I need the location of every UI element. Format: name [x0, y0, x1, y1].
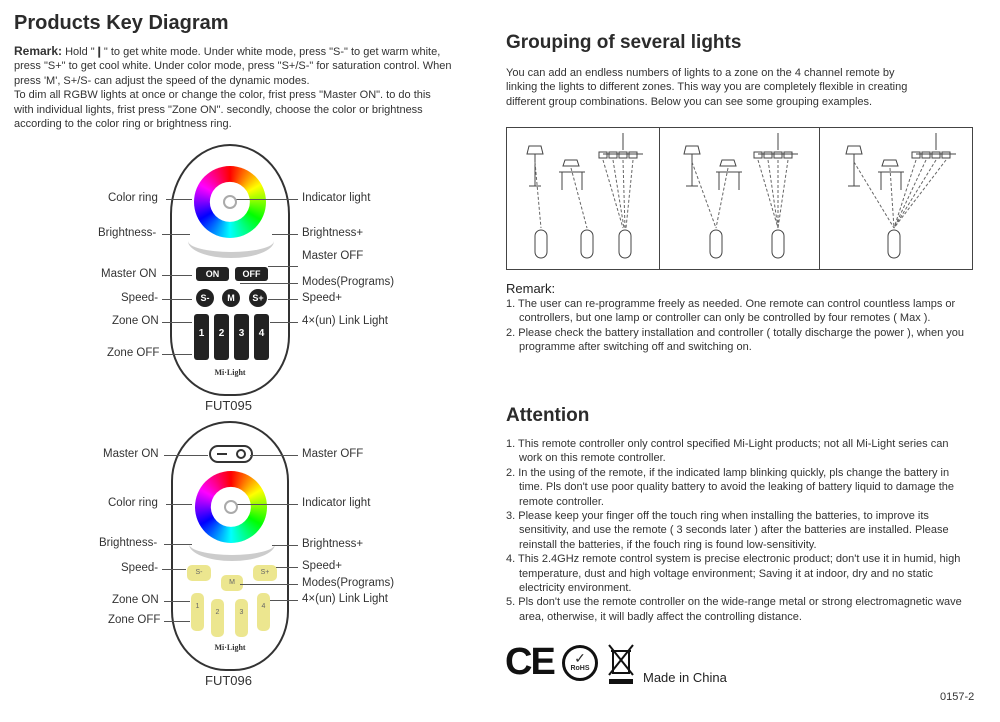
leader-line [240, 584, 298, 585]
leader-line [166, 504, 192, 505]
fut096-label-brightness-plus: Brightness+ [302, 538, 364, 550]
remark-line-6: according to the color ring or brightness ring. [14, 118, 232, 131]
remark-line-1: Hold "❙" to get white mode. Under white mode, press "S-" to get warm white, [65, 46, 441, 58]
fut096-zone-3-button[interactable] [235, 599, 248, 637]
remark-block [14, 44, 484, 131]
fut095-zone-1-label: 1 [198, 328, 205, 339]
remark-line-4: To dim all RGBW lights at once or change the color, frist press "Master ON". to do this [14, 89, 431, 102]
fut095-remote [170, 144, 290, 396]
remark-line-3: press 'M', S+/S- can adjust the speed of the dynamic modes. [14, 74, 310, 87]
leader-line [164, 601, 190, 602]
fut096-brand: Mi·Light [214, 643, 246, 652]
leader-line [272, 545, 298, 546]
fut095-zone-3-label: 3 [238, 328, 245, 339]
leader-line [166, 199, 192, 200]
fut095-model: FUT095 [205, 398, 252, 413]
remark-list [506, 297, 966, 355]
grouping-example-1 [506, 127, 660, 270]
fut096-zone-2-label: 2 [215, 609, 220, 616]
fut096-brightness-ring[interactable] [189, 527, 275, 561]
fut095-label-link-light: 4×(un) Link Light [302, 315, 388, 327]
fut095-zone-4-button[interactable] [254, 314, 269, 360]
fut095-zone-4-label: 4 [258, 328, 265, 339]
attention-item-5: 5. Pls don't use the remote controller on the wide-range metal or strong electromagnetic wave area, otherwise, it will badly affect the controlling distance. [506, 596, 962, 623]
fut096-zone-2-button[interactable] [211, 599, 224, 637]
remark-item-1: 1. The user can re-programme freely as needed. One remote can control countless lamps or controllers, but one lamp or controller can only be controlled by four remotes ( Max ). [506, 298, 956, 325]
rohs-label: RoHS [570, 665, 590, 672]
check-icon: ✓ [574, 650, 586, 666]
leader-line [162, 299, 192, 300]
fut095-label-modes: Modes(Programs) [302, 276, 395, 288]
fut096-power-slider[interactable] [209, 445, 253, 463]
leader-line [162, 354, 192, 355]
fut096-zone-1-label: 1 [195, 603, 200, 610]
attention-list [506, 437, 974, 624]
grouping-text [506, 66, 976, 109]
fut095-brightness-ring[interactable] [188, 224, 274, 258]
fut096-label-master-off: Master OFF [302, 448, 364, 460]
fut095-master-on-button[interactable]: ON [196, 267, 229, 281]
minus-icon [217, 453, 227, 455]
weee-bin-icon [607, 643, 635, 685]
grouping-example-3 [819, 127, 973, 270]
fut096-label-color-ring: Color ring [108, 497, 158, 509]
fut095-label-master-off: Master OFF [302, 250, 364, 262]
grouping-line-2: linking the lights to different zones. This way you are completely flexible in creating [506, 81, 908, 94]
fut095-brand: Mi·Light [214, 368, 246, 377]
grouping-diagram-1 [507, 128, 659, 269]
attention-item-4: 4. This 2.4GHz remote control system is precise electronic product; don't use it in humid, high temperature, dust and high voltage environment; Saving it at indoor, dry and no static electricity environment. [506, 553, 961, 595]
fut096-label-master-on: Master ON [103, 448, 159, 460]
fut096-zone-1-button[interactable] [191, 593, 204, 631]
fut096-model: FUT096 [205, 673, 252, 688]
fut095-speed-minus-button[interactable]: S- [196, 289, 214, 307]
fut096-zone-4-button[interactable] [257, 593, 270, 631]
fut096-label-speed-plus: Speed+ [302, 560, 342, 572]
fut096-indicator-light [224, 500, 238, 514]
fut095-zone-3-button[interactable] [234, 314, 249, 360]
circle-icon [236, 449, 246, 459]
leader-line [162, 569, 186, 570]
leader-line [164, 621, 190, 622]
fut096-label-brightness-minus: Brightness- [99, 537, 158, 549]
remark-line-2: press "S+" to get cool white. Under color mode, press "S+/S-" for saturation control. When [14, 60, 452, 73]
fut096-zone-4-label: 4 [261, 603, 266, 610]
attention-item-2: 2. In the using of the remote, if the indicated lamp blinking quickly, pls change the battery in time. Pls don't use poor quality battery to avoid the leaking of battery liquid to damage the remote controller. [506, 466, 955, 508]
leader-line [240, 283, 298, 284]
grouping-line-1: You can add an endless numbers of lights to a zone on the 4 channel remote by [506, 67, 895, 79]
leader-line [268, 266, 298, 267]
grouping-example-2 [659, 127, 820, 270]
leader-line [164, 544, 192, 545]
fut096-label-speed-minus: Speed- [121, 562, 159, 574]
leader-line [270, 600, 298, 601]
fut095-speed-plus-button[interactable]: S+ [249, 289, 267, 307]
fut095-label-brightness-plus: Brightness+ [302, 227, 364, 239]
fut095-label-color-ring: Color ring [108, 192, 158, 204]
grouping-line-3: different group combinations. Below you can see some grouping examples. [506, 95, 873, 108]
fut095-indicator-light [223, 195, 237, 209]
made-in-china: Made in China [643, 670, 727, 685]
leader-line [162, 275, 192, 276]
attention-item-1: 1. This remote controller only control specified Mi-Light products; not all Mi-Light series can work on this remote controller. [506, 438, 949, 465]
leader-line [162, 322, 192, 323]
fut096-label-indicator: Indicator light [302, 497, 371, 509]
grouping-diagram-3 [820, 128, 972, 269]
fut096-label-link-light: 4×(un) Link Light [302, 593, 388, 605]
leader-line [236, 504, 298, 505]
leader-line [236, 199, 298, 200]
rohs-mark [562, 645, 598, 681]
fut095-label-brightness-minus: Brightness- [98, 227, 157, 239]
grouping-diagram-2 [660, 128, 819, 269]
attention-title: Attention [506, 405, 590, 426]
remark-label: Remark: [14, 44, 63, 58]
fut095-master-off-button[interactable]: OFF [235, 267, 268, 281]
fut096-label-zone-on: Zone ON [112, 594, 159, 606]
fut095-label-master-on: Master ON [101, 268, 157, 280]
fut096-label-modes: Modes(Programs) [302, 577, 395, 589]
fut096-speed-minus-button[interactable]: S- [187, 565, 211, 581]
leader-line [268, 299, 298, 300]
ce-mark: CE [505, 641, 554, 683]
leader-line [270, 322, 298, 323]
fut095-label-speed-minus: Speed- [121, 292, 159, 304]
grouping-title: Grouping of several lights [506, 32, 742, 53]
fut095-zone-2-label: 2 [218, 328, 225, 339]
leader-line [162, 234, 190, 235]
fut095-label-speed-plus: Speed+ [302, 292, 342, 304]
remark-title: Remark: [506, 281, 556, 296]
fut095-mode-button[interactable]: M [222, 289, 240, 307]
fut096-label-zone-off: Zone OFF [108, 614, 161, 626]
leader-line [250, 455, 298, 456]
fut095-label-zone-on: Zone ON [112, 315, 159, 327]
fut095-label-indicator: Indicator light [302, 192, 371, 204]
attention-item-3: 3. Please keep your finger off the touch ring when installing the batteries, to improve its sensitivity, and use the remote ( 3 seconds later ) after the batteries are installed. Please reinstall the batteries, if the fouch ring is found low-sensitivity. [506, 510, 949, 551]
remark-line-5: with individual lights, frist press "Zone ON". secondly, choose the color or brightness [14, 103, 423, 116]
remark-item-2: 2. Please check the battery installation and controller ( totally discharge the power ), when you programme after switching off and switching on. [506, 326, 964, 354]
leader-line [272, 234, 298, 235]
leader-line [276, 567, 298, 568]
fut096-remote [171, 421, 289, 671]
fut096-zone-3-label: 3 [239, 609, 244, 616]
fut095-label-zone-off: Zone OFF [107, 347, 160, 359]
fut095-zone-1-button[interactable] [194, 314, 209, 360]
fut096-speed-plus-button[interactable]: S+ [253, 565, 277, 581]
leader-line [164, 455, 208, 456]
weee-bin-svg [607, 643, 635, 685]
page-title: Products Key Diagram [14, 12, 229, 34]
fut096-mode-button[interactable]: M [221, 575, 243, 591]
document-code: 0157-2 [940, 691, 975, 703]
fut095-zone-2-button[interactable] [214, 314, 229, 360]
